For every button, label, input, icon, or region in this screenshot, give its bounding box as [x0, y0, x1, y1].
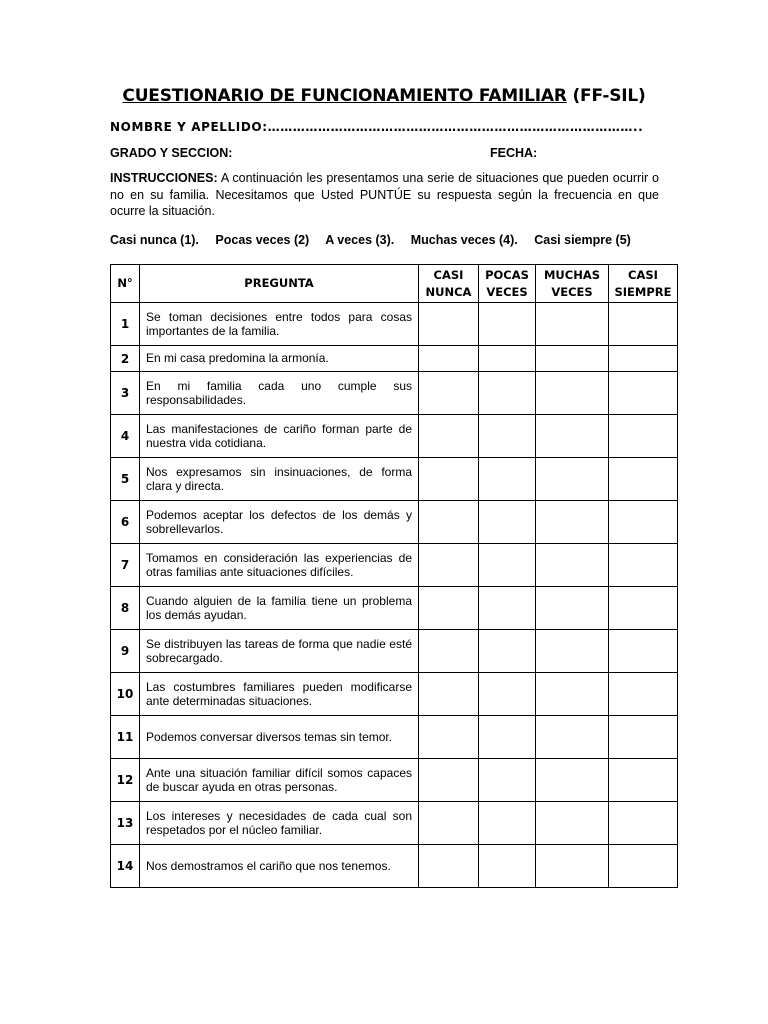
question-number: 13	[111, 802, 140, 845]
instructions-label: INSTRUCCIONES:	[110, 171, 218, 185]
answer-cell-casi-nunca[interactable]	[419, 802, 479, 845]
question-text: Las costumbres familiares pueden modificarse ante determinadas situaciones.	[140, 673, 419, 716]
answer-cell-casi-nunca[interactable]	[419, 544, 479, 587]
question-text: Nos expresamos sin insinuaciones, de forma clara y directa.	[140, 458, 419, 501]
answer-cell-muchas-veces[interactable]	[536, 544, 609, 587]
question-number: 7	[111, 544, 140, 587]
answer-cell-casi-siempre[interactable]	[609, 845, 678, 888]
table-row	[111, 346, 678, 372]
answer-cell-pocas-veces[interactable]	[479, 458, 536, 501]
question-number: 6	[111, 501, 140, 544]
scale-option-1: Casi nunca (1).	[110, 233, 199, 247]
table-row	[111, 458, 678, 501]
table-row	[111, 716, 678, 759]
answer-cell-casi-siempre[interactable]	[609, 303, 678, 346]
answer-cell-casi-siempre[interactable]	[609, 544, 678, 587]
answer-cell-pocas-veces[interactable]	[479, 303, 536, 346]
answer-cell-pocas-veces[interactable]	[479, 716, 536, 759]
instructions	[110, 170, 659, 220]
header-casi-nunca: CASI NUNCA	[419, 265, 479, 303]
table-row	[111, 759, 678, 802]
answer-cell-muchas-veces[interactable]	[536, 458, 609, 501]
question-number: 2	[111, 346, 140, 372]
question-number: 11	[111, 716, 140, 759]
header-question: PREGUNTA	[140, 265, 419, 303]
question-text: Cuando alguien de la familia tiene un problema los demás ayudan.	[140, 587, 419, 630]
question-number: 5	[111, 458, 140, 501]
question-text: Nos demostramos el cariño que nos tenemos.	[140, 845, 419, 888]
answer-cell-casi-siempre[interactable]	[609, 802, 678, 845]
answer-cell-casi-nunca[interactable]	[419, 587, 479, 630]
answer-cell-muchas-veces[interactable]	[536, 415, 609, 458]
answer-cell-muchas-veces[interactable]	[536, 346, 609, 372]
table-row	[111, 630, 678, 673]
question-text: Se distribuyen las tareas de forma que nadie esté sobrecargado.	[140, 630, 419, 673]
questions-table	[110, 264, 678, 888]
grade-field[interactable]: GRADO Y SECCION:	[110, 146, 233, 160]
table-row	[111, 845, 678, 888]
answer-cell-casi-nunca[interactable]	[419, 759, 479, 802]
title-suffix: (FF-SIL)	[566, 86, 646, 106]
header-muchas-veces: MUCHAS VECES	[536, 265, 609, 303]
scale-option-5: Casi siempre (5)	[534, 233, 631, 247]
instructions-text: A continuación les presentamos una serie de situaciones que pueden ocurrir o no en su familia. Necesitamos que Usted PUNTÚE su respuesta según la frecuencia en que ocurre la situación.	[110, 171, 659, 218]
table-row	[111, 673, 678, 716]
answer-cell-muchas-veces[interactable]	[536, 845, 609, 888]
table-row	[111, 501, 678, 544]
table-row	[111, 303, 678, 346]
answer-cell-casi-siempre[interactable]	[609, 716, 678, 759]
question-text: Se toman decisiones entre todos para cosas importantes de la familia.	[140, 303, 419, 346]
question-number: 8	[111, 587, 140, 630]
answer-cell-casi-siempre[interactable]	[609, 759, 678, 802]
table-row	[111, 587, 678, 630]
scale-option-2: Pocas veces (2)	[215, 233, 310, 247]
table-header-row	[111, 265, 678, 303]
answer-cell-muchas-veces[interactable]	[536, 501, 609, 544]
answer-cell-pocas-veces[interactable]	[479, 372, 536, 415]
question-number: 3	[111, 372, 140, 415]
answer-cell-pocas-veces[interactable]	[479, 845, 536, 888]
name-field[interactable]: NOMBRE Y APELLIDO:……………………………………………………………………………..	[110, 120, 644, 134]
question-number: 4	[111, 415, 140, 458]
answer-cell-pocas-veces[interactable]	[479, 415, 536, 458]
answer-cell-casi-siempre[interactable]	[609, 587, 678, 630]
answer-cell-casi-nunca[interactable]	[419, 458, 479, 501]
answer-cell-muchas-veces[interactable]	[536, 303, 609, 346]
question-text: Los intereses y necesidades de cada cual son respetados por el núcleo familiar.	[140, 802, 419, 845]
answer-cell-pocas-veces[interactable]	[479, 346, 536, 372]
title-main: CUESTIONARIO DE FUNCIONAMIENTO FAMILIAR	[122, 86, 567, 106]
table-row	[111, 802, 678, 845]
answer-cell-casi-nunca[interactable]	[419, 501, 479, 544]
question-number: 1	[111, 303, 140, 346]
header-number: N°	[111, 265, 140, 303]
question-text: Las manifestaciones de cariño forman parte de nuestra vida cotidiana.	[140, 415, 419, 458]
answer-cell-pocas-veces[interactable]	[479, 759, 536, 802]
table-row	[111, 544, 678, 587]
question-text: Ante una situación familiar difícil somos capaces de buscar ayuda en otras personas.	[140, 759, 419, 802]
answer-cell-muchas-veces[interactable]	[536, 759, 609, 802]
answer-cell-casi-nunca[interactable]	[419, 303, 479, 346]
scale-option-3: A veces (3).	[325, 233, 395, 247]
answer-cell-casi-siempre[interactable]	[609, 346, 678, 372]
answer-cell-casi-nunca[interactable]	[419, 716, 479, 759]
question-number: 14	[111, 845, 140, 888]
answer-cell-casi-nunca[interactable]	[419, 372, 479, 415]
question-text: En mi casa predomina la armonía.	[140, 346, 419, 372]
answer-cell-casi-nunca[interactable]	[419, 630, 479, 673]
answer-cell-casi-siempre[interactable]	[609, 673, 678, 716]
question-number: 10	[111, 673, 140, 716]
response-scale	[110, 233, 644, 247]
answer-cell-muchas-veces[interactable]	[536, 372, 609, 415]
answer-cell-casi-siempre[interactable]	[609, 630, 678, 673]
answer-cell-casi-nunca[interactable]	[419, 845, 479, 888]
answer-cell-casi-nunca[interactable]	[419, 415, 479, 458]
table-row	[111, 372, 678, 415]
scale-option-4: Muchas veces (4).	[410, 233, 518, 247]
question-text: En mi familia cada uno cumple sus responsabilidades.	[140, 372, 419, 415]
answer-cell-casi-nunca[interactable]	[419, 673, 479, 716]
date-field[interactable]: FECHA:	[490, 146, 538, 160]
table-row	[111, 415, 678, 458]
page-title	[0, 86, 768, 106]
answer-cell-casi-siempre[interactable]	[609, 415, 678, 458]
answer-cell-muchas-veces[interactable]	[536, 673, 609, 716]
answer-cell-casi-siempre[interactable]	[609, 458, 678, 501]
answer-cell-casi-siempre[interactable]	[609, 372, 678, 415]
answer-cell-pocas-veces[interactable]	[479, 802, 536, 845]
answer-cell-pocas-veces[interactable]	[479, 630, 536, 673]
header-casi-siempre: CASI SIEMPRE	[609, 265, 678, 303]
question-text: Podemos aceptar los defectos de los demás y sobrellevarlos.	[140, 501, 419, 544]
answer-cell-muchas-veces[interactable]	[536, 802, 609, 845]
question-number: 12	[111, 759, 140, 802]
answer-cell-muchas-veces[interactable]	[536, 630, 609, 673]
answer-cell-muchas-veces[interactable]	[536, 716, 609, 759]
question-text: Tomamos en consideración las experiencias de otras familias ante situaciones difíciles.	[140, 544, 419, 587]
header-pocas-veces: POCAS VECES	[479, 265, 536, 303]
answer-cell-pocas-veces[interactable]	[479, 544, 536, 587]
answer-cell-pocas-veces[interactable]	[479, 587, 536, 630]
answer-cell-pocas-veces[interactable]	[479, 673, 536, 716]
answer-cell-pocas-veces[interactable]	[479, 501, 536, 544]
answer-cell-casi-siempre[interactable]	[609, 501, 678, 544]
question-text: Podemos conversar diversos temas sin temor.	[140, 716, 419, 759]
answer-cell-casi-nunca[interactable]	[419, 346, 479, 372]
question-number: 9	[111, 630, 140, 673]
answer-cell-muchas-veces[interactable]	[536, 587, 609, 630]
